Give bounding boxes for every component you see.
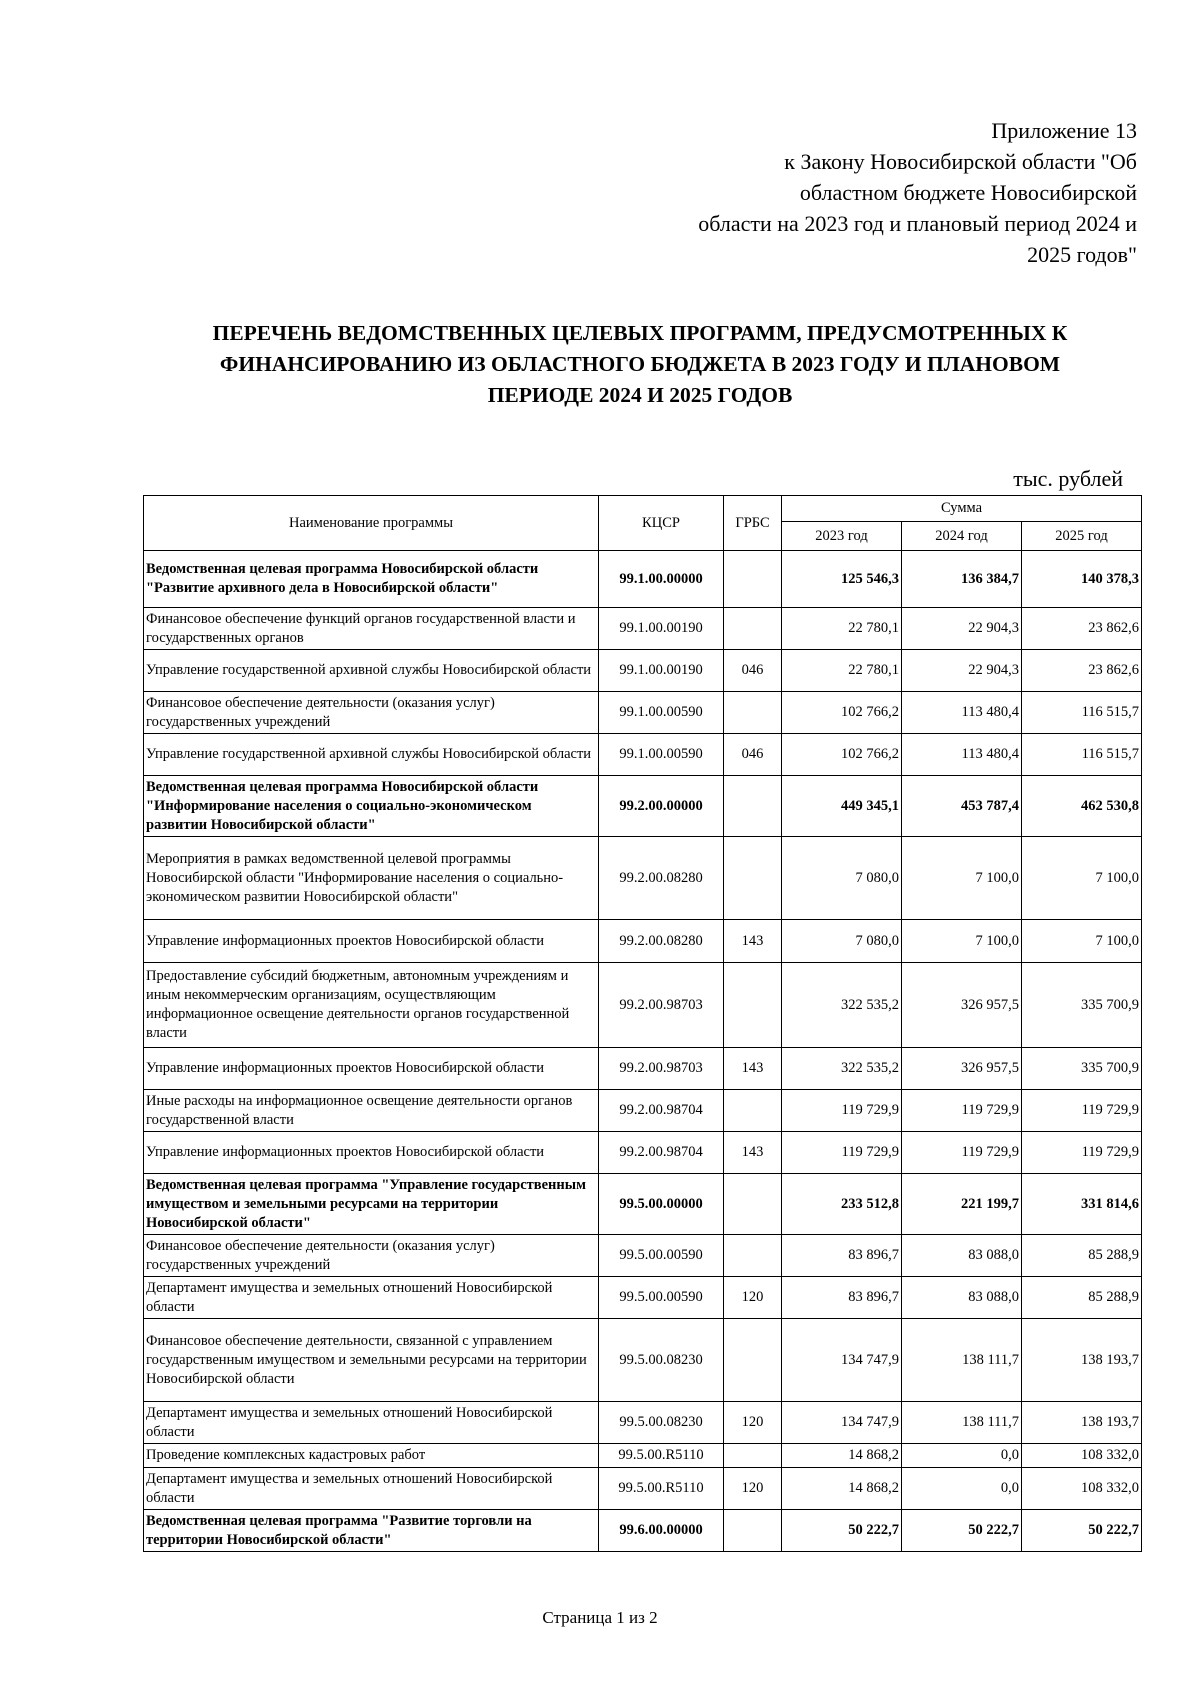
grbs-cell: 143 xyxy=(724,1132,782,1174)
kcsr-cell: 99.5.00.R5110 xyxy=(599,1468,724,1510)
amount-2024-cell: 0,0 xyxy=(902,1468,1022,1510)
table-row xyxy=(144,837,1142,920)
table-row xyxy=(144,734,1142,776)
kcsr-cell: 99.2.00.98704 xyxy=(599,1090,724,1132)
program-name-cell: Предоставление субсидий бюджетным, автономным учреждениям и иным некоммерческим организациям, осуществляющим информационное освещение деятельности органов государственной власти xyxy=(144,963,599,1048)
kcsr-cell: 99.2.00.98704 xyxy=(599,1132,724,1174)
table-row xyxy=(144,1468,1142,1510)
amount-2024-cell: 113 480,4 xyxy=(902,692,1022,734)
amount-2024-cell: 453 787,4 xyxy=(902,776,1022,837)
table-row xyxy=(144,776,1142,837)
amount-2024-cell: 0,0 xyxy=(902,1444,1022,1468)
grbs-cell xyxy=(724,837,782,920)
kcsr-cell: 99.1.00.00590 xyxy=(599,734,724,776)
program-name-cell: Финансовое обеспечение функций органов государственной власти и государственных органов xyxy=(144,608,599,650)
amount-2024-cell: 7 100,0 xyxy=(902,920,1022,963)
grbs-cell xyxy=(724,551,782,608)
grbs-cell: 143 xyxy=(724,920,782,963)
kcsr-cell: 99.5.00.08230 xyxy=(599,1402,724,1444)
grbs-cell: 046 xyxy=(724,650,782,692)
table-row xyxy=(144,650,1142,692)
program-name-cell: Управление информационных проектов Новосибирской области xyxy=(144,920,599,963)
amount-2025-cell: 108 332,0 xyxy=(1022,1444,1142,1468)
table-row xyxy=(144,1319,1142,1402)
amount-2023-cell: 83 896,7 xyxy=(782,1277,902,1319)
amount-2023-cell: 14 868,2 xyxy=(782,1468,902,1510)
program-name-cell: Департамент имущества и земельных отношений Новосибирской области xyxy=(144,1402,599,1444)
grbs-cell xyxy=(724,776,782,837)
appendix-reference xyxy=(577,115,1137,270)
table-body xyxy=(144,551,1142,1552)
table-row xyxy=(144,920,1142,963)
amount-2025-cell: 7 100,0 xyxy=(1022,837,1142,920)
kcsr-cell: 99.1.00.00190 xyxy=(599,608,724,650)
kcsr-cell: 99.2.00.08280 xyxy=(599,920,724,963)
title-line: ПЕРИОДЕ 2024 И 2025 ГОДОВ xyxy=(487,383,793,407)
amount-2025-cell: 140 378,3 xyxy=(1022,551,1142,608)
appendix-line: к Закону Новосибирской области "Об xyxy=(784,149,1137,174)
table-row xyxy=(144,1277,1142,1319)
amount-2023-cell: 50 222,7 xyxy=(782,1510,902,1552)
amount-2023-cell: 7 080,0 xyxy=(782,837,902,920)
kcsr-cell: 99.5.00.00590 xyxy=(599,1235,724,1277)
amount-2024-cell: 22 904,3 xyxy=(902,608,1022,650)
grbs-cell: 120 xyxy=(724,1277,782,1319)
amount-2024-cell: 221 199,7 xyxy=(902,1174,1022,1235)
program-name-cell: Финансовое обеспечение деятельности (оказания услуг) государственных учреждений xyxy=(144,692,599,734)
document-title xyxy=(120,318,1160,411)
amount-2023-cell: 119 729,9 xyxy=(782,1090,902,1132)
amount-2025-cell: 23 862,6 xyxy=(1022,650,1142,692)
grbs-cell xyxy=(724,1090,782,1132)
amount-2025-cell: 335 700,9 xyxy=(1022,963,1142,1048)
table-row xyxy=(144,1048,1142,1090)
title-line: ФИНАНСИРОВАНИЮ ИЗ ОБЛАСТНОГО БЮДЖЕТА В 2023 ГОДУ И ПЛАНОВОМ xyxy=(219,352,1061,376)
amount-2024-cell: 138 111,7 xyxy=(902,1402,1022,1444)
kcsr-cell: 99.1.00.00590 xyxy=(599,692,724,734)
amount-2024-cell: 113 480,4 xyxy=(902,734,1022,776)
kcsr-cell: 99.1.00.00190 xyxy=(599,650,724,692)
header-grbs: ГРБС xyxy=(724,496,782,551)
table-row xyxy=(144,1510,1142,1552)
title-line: ПЕРЕЧЕНЬ ВЕДОМСТВЕННЫХ ЦЕЛЕВЫХ ПРОГРАММ, ПРЕДУСМОТРЕННЫХ К xyxy=(212,321,1068,345)
amount-2024-cell: 22 904,3 xyxy=(902,650,1022,692)
program-name-cell: Управление информационных проектов Новосибирской области xyxy=(144,1132,599,1174)
programs-table xyxy=(143,495,1142,1552)
amount-2024-cell: 138 111,7 xyxy=(902,1319,1022,1402)
amount-2023-cell: 125 546,3 xyxy=(782,551,902,608)
program-name-cell: Ведомственная целевая программа "Развитие торговли на территории Новосибирской области" xyxy=(144,1510,599,1552)
appendix-line: областном бюджете Новосибирской xyxy=(799,180,1137,205)
kcsr-cell: 99.2.00.08280 xyxy=(599,837,724,920)
table-row xyxy=(144,1402,1142,1444)
table-row xyxy=(144,963,1142,1048)
grbs-cell xyxy=(724,963,782,1048)
program-name-cell: Финансовое обеспечение деятельности (оказания услуг) государственных учреждений xyxy=(144,1235,599,1277)
kcsr-cell: 99.5.00.R5110 xyxy=(599,1444,724,1468)
amount-2023-cell: 119 729,9 xyxy=(782,1132,902,1174)
units-label: тыс. рублей xyxy=(1013,466,1123,491)
grbs-cell xyxy=(724,1510,782,1552)
grbs-cell: 120 xyxy=(724,1402,782,1444)
amount-2023-cell: 322 535,2 xyxy=(782,1048,902,1090)
amount-2024-cell: 50 222,7 xyxy=(902,1510,1022,1552)
program-name-cell: Управление государственной архивной службы Новосибирской области xyxy=(144,650,599,692)
amount-2025-cell: 7 100,0 xyxy=(1022,920,1142,963)
program-name-cell: Ведомственная целевая программа Новосибирской области "Развитие архивного дела в Новосибирской области" xyxy=(144,551,599,608)
amount-2025-cell: 335 700,9 xyxy=(1022,1048,1142,1090)
table-row xyxy=(144,1444,1142,1468)
amount-2025-cell: 116 515,7 xyxy=(1022,692,1142,734)
header-kcsr: КЦСР xyxy=(599,496,724,551)
kcsr-cell: 99.2.00.98703 xyxy=(599,963,724,1048)
grbs-cell: 046 xyxy=(724,734,782,776)
amount-2025-cell: 119 729,9 xyxy=(1022,1090,1142,1132)
amount-2025-cell: 138 193,7 xyxy=(1022,1402,1142,1444)
program-name-cell: Иные расходы на информационное освещение деятельности органов государственной власти xyxy=(144,1090,599,1132)
appendix-line: области на 2023 год и плановый период 2024 и xyxy=(698,211,1137,236)
amount-2025-cell: 138 193,7 xyxy=(1022,1319,1142,1402)
program-name-cell: Финансовое обеспечение деятельности, связанной с управлением государственным имуществом и земельными ресурсами на территории Новосибирской области xyxy=(144,1319,599,1402)
appendix-line: 2025 годов" xyxy=(1027,242,1137,267)
kcsr-cell: 99.5.00.08230 xyxy=(599,1319,724,1402)
program-name-cell: Департамент имущества и земельных отношений Новосибирской области xyxy=(144,1277,599,1319)
kcsr-cell: 99.2.00.00000 xyxy=(599,776,724,837)
amount-2023-cell: 134 747,9 xyxy=(782,1402,902,1444)
table-row xyxy=(144,608,1142,650)
header-year-2024: 2024 год xyxy=(902,522,1022,551)
kcsr-cell: 99.2.00.98703 xyxy=(599,1048,724,1090)
amount-2024-cell: 83 088,0 xyxy=(902,1277,1022,1319)
grbs-cell xyxy=(724,1235,782,1277)
header-year-2023: 2023 год xyxy=(782,522,902,551)
program-name-cell: Ведомственная целевая программа Новосибирской области "Информирование населения о социально-экономическом развитии Новосибирской области" xyxy=(144,776,599,837)
amount-2023-cell: 22 780,1 xyxy=(782,608,902,650)
amount-2024-cell: 326 957,5 xyxy=(902,963,1022,1048)
program-name-cell: Управление информационных проектов Новосибирской области xyxy=(144,1048,599,1090)
amount-2024-cell: 83 088,0 xyxy=(902,1235,1022,1277)
amount-2025-cell: 462 530,8 xyxy=(1022,776,1142,837)
kcsr-cell: 99.6.00.00000 xyxy=(599,1510,724,1552)
amount-2023-cell: 134 747,9 xyxy=(782,1319,902,1402)
grbs-cell xyxy=(724,1319,782,1402)
amount-2023-cell: 83 896,7 xyxy=(782,1235,902,1277)
table-row xyxy=(144,1174,1142,1235)
header-row xyxy=(144,496,1142,522)
amount-2025-cell: 119 729,9 xyxy=(1022,1132,1142,1174)
amount-2025-cell: 85 288,9 xyxy=(1022,1277,1142,1319)
grbs-cell: 120 xyxy=(724,1468,782,1510)
amount-2024-cell: 119 729,9 xyxy=(902,1132,1022,1174)
amount-2023-cell: 7 080,0 xyxy=(782,920,902,963)
program-name-cell: Проведение комплексных кадастровых работ xyxy=(144,1444,599,1468)
amount-2025-cell: 23 862,6 xyxy=(1022,608,1142,650)
table-row xyxy=(144,692,1142,734)
header-name: Наименование программы xyxy=(144,496,599,551)
kcsr-cell: 99.5.00.00590 xyxy=(599,1277,724,1319)
amount-2023-cell: 14 868,2 xyxy=(782,1444,902,1468)
amount-2023-cell: 102 766,2 xyxy=(782,692,902,734)
page-number: Страница 1 из 2 xyxy=(542,1608,658,1627)
grbs-cell xyxy=(724,1444,782,1468)
amount-2023-cell: 322 535,2 xyxy=(782,963,902,1048)
amount-2024-cell: 7 100,0 xyxy=(902,837,1022,920)
kcsr-cell: 99.5.00.00000 xyxy=(599,1174,724,1235)
amount-2025-cell: 108 332,0 xyxy=(1022,1468,1142,1510)
amount-2023-cell: 102 766,2 xyxy=(782,734,902,776)
program-name-cell: Мероприятия в рамках ведомственной целевой программы Новосибирской области "Информирование населения о социально-экономическом развитии Новосибирской области" xyxy=(144,837,599,920)
kcsr-cell: 99.1.00.00000 xyxy=(599,551,724,608)
table-row xyxy=(144,1132,1142,1174)
amount-2025-cell: 85 288,9 xyxy=(1022,1235,1142,1277)
header-year-2025: 2025 год xyxy=(1022,522,1142,551)
amount-2025-cell: 116 515,7 xyxy=(1022,734,1142,776)
appendix-line: Приложение 13 xyxy=(991,118,1137,143)
program-name-cell: Ведомственная целевая программа "Управление государственным имуществом и земельными ресурсами на территории Новосибирской области" xyxy=(144,1174,599,1235)
header-sum: Сумма xyxy=(782,496,1142,522)
table-row xyxy=(144,1090,1142,1132)
table-row xyxy=(144,1235,1142,1277)
amount-2023-cell: 22 780,1 xyxy=(782,650,902,692)
amount-2023-cell: 233 512,8 xyxy=(782,1174,902,1235)
table-row xyxy=(144,551,1142,608)
amount-2025-cell: 50 222,7 xyxy=(1022,1510,1142,1552)
program-name-cell: Департамент имущества и земельных отношений Новосибирской области xyxy=(144,1468,599,1510)
amount-2023-cell: 449 345,1 xyxy=(782,776,902,837)
grbs-cell xyxy=(724,608,782,650)
amount-2024-cell: 136 384,7 xyxy=(902,551,1022,608)
grbs-cell xyxy=(724,692,782,734)
amount-2024-cell: 119 729,9 xyxy=(902,1090,1022,1132)
program-name-cell: Управление государственной архивной службы Новосибирской области xyxy=(144,734,599,776)
amount-2024-cell: 326 957,5 xyxy=(902,1048,1022,1090)
amount-2025-cell: 331 814,6 xyxy=(1022,1174,1142,1235)
grbs-cell xyxy=(724,1174,782,1235)
grbs-cell: 143 xyxy=(724,1048,782,1090)
